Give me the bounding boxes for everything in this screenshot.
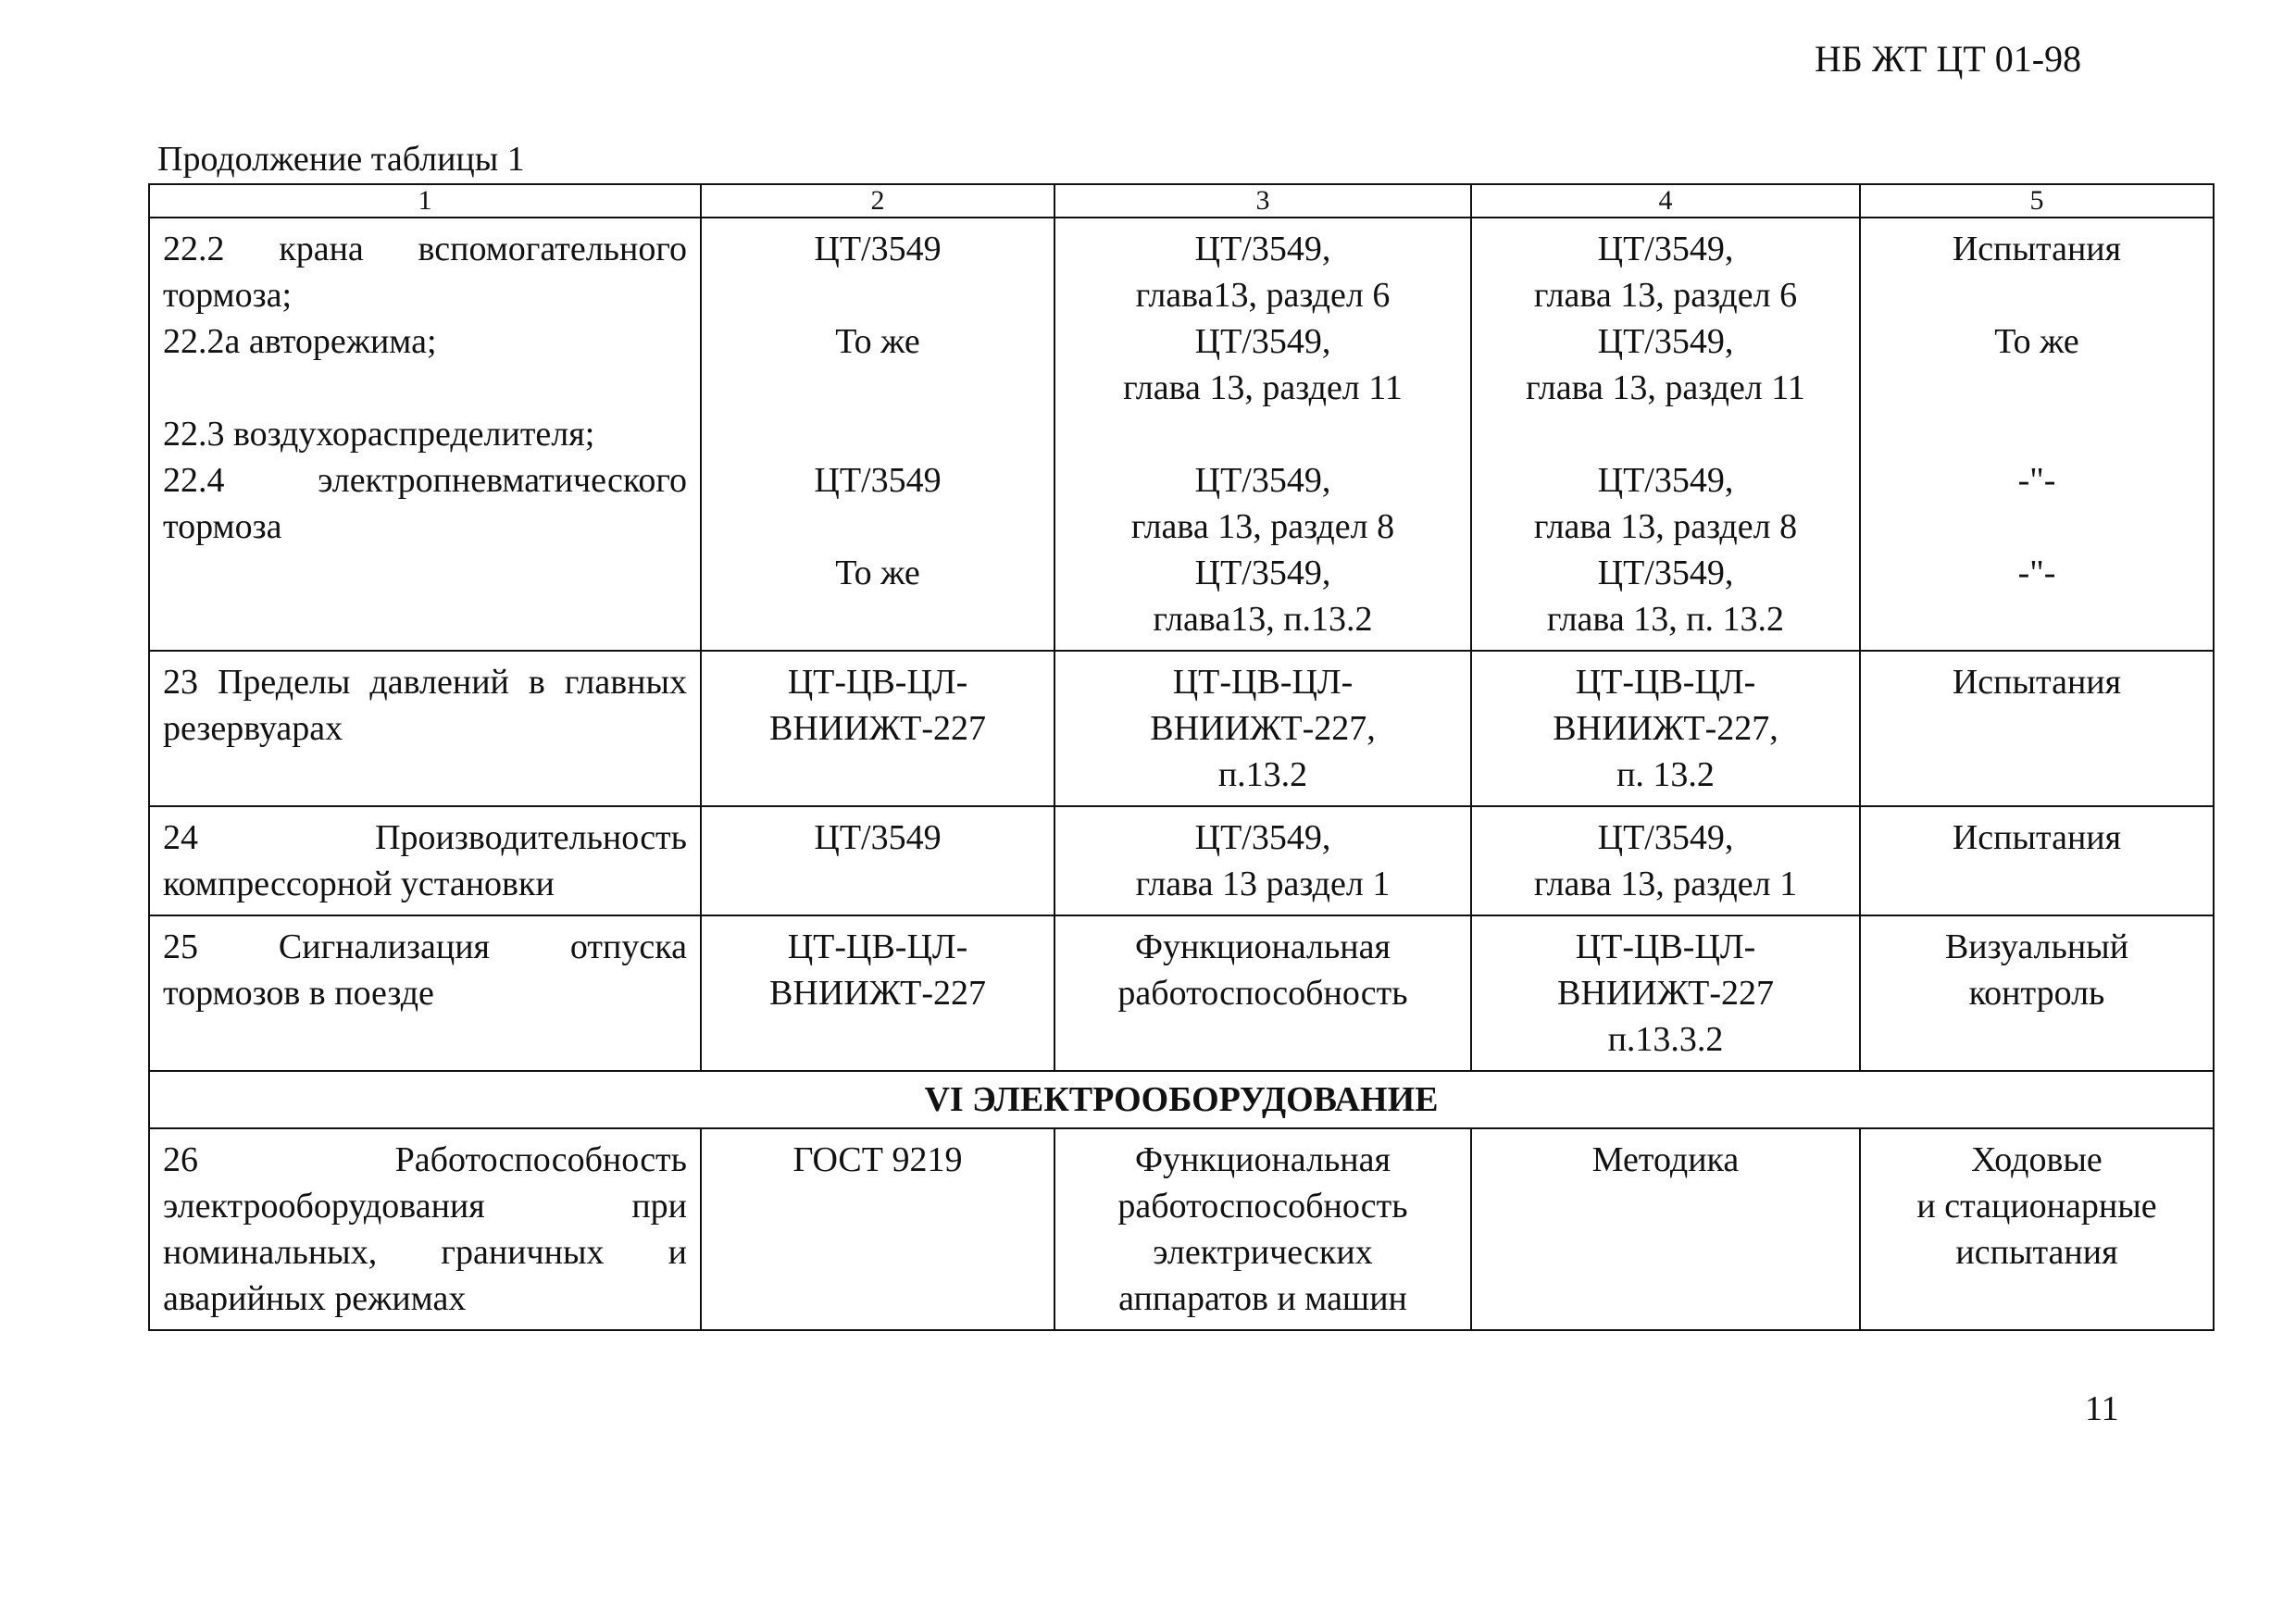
requirement-cell bbox=[1054, 915, 1471, 1071]
table-row bbox=[149, 915, 2214, 1071]
cell-line: ЦТ/3549 bbox=[814, 230, 942, 268]
cell-line: глава13, п.13.2 bbox=[1153, 600, 1373, 639]
cell-line: Визуальный bbox=[1944, 927, 2129, 966]
table-row bbox=[149, 1128, 2214, 1330]
spacer bbox=[715, 365, 1041, 411]
parameter-cell: 25 Сигнализация отпуска тормозов в поезде bbox=[149, 915, 701, 1071]
column-number: 3 bbox=[1054, 184, 1471, 218]
cell-line: ЦТ/3549, bbox=[1597, 818, 1734, 857]
spacer bbox=[1485, 411, 1846, 457]
normative-doc-cell: ГОСТ 9219 bbox=[701, 1128, 1054, 1330]
normative-doc-cell bbox=[701, 218, 1054, 651]
cell-line: ЦТ-ЦВ-ЦЛ- bbox=[1575, 927, 1756, 966]
table-row bbox=[149, 651, 2214, 806]
requirement-cell bbox=[1054, 806, 1471, 915]
table-row bbox=[149, 218, 2214, 651]
cell-line: ВНИИЖТ-227 bbox=[769, 709, 986, 748]
table-row bbox=[149, 806, 2214, 915]
cell-line: аппаратов и машин bbox=[1118, 1279, 1407, 1318]
cell-line: ЦТ/3549, bbox=[1194, 461, 1331, 500]
cell-line: работоспособность bbox=[1117, 974, 1408, 1013]
cell-line: глава 13, раздел 8 bbox=[1130, 507, 1395, 546]
cell-line: -"- bbox=[2017, 554, 2056, 592]
column-number: 2 bbox=[701, 184, 1054, 218]
spacer bbox=[1068, 411, 1457, 457]
page-number: 11 bbox=[2085, 1389, 2119, 1428]
cell-line: ВНИИЖТ-227, bbox=[1553, 709, 1778, 748]
spacer bbox=[715, 504, 1041, 550]
cell-line: глава 13 раздел 1 bbox=[1135, 865, 1391, 903]
method-cell bbox=[1471, 915, 1860, 1071]
method-cell bbox=[1471, 651, 1860, 806]
cell-line: п. 13.2 bbox=[1616, 755, 1715, 794]
column-number: 5 bbox=[1860, 184, 2214, 218]
spacer bbox=[163, 365, 687, 411]
cell-line: Ходовые bbox=[1971, 1140, 2103, 1179]
cell-line: работоспособность bbox=[1117, 1187, 1408, 1226]
spacer bbox=[1874, 365, 2200, 411]
cell-line: ЦТ/3549, bbox=[1194, 322, 1331, 361]
requirement-cell bbox=[1054, 218, 1471, 651]
method-cell bbox=[1471, 218, 1860, 651]
cell-line: То же bbox=[835, 322, 920, 361]
cell-line: ВНИИЖТ-227 bbox=[769, 974, 986, 1013]
requirements-table bbox=[148, 183, 2215, 1331]
cell-line: ВНИИЖТ-227, bbox=[1150, 709, 1376, 748]
cell-line: ЦТ-ЦВ-ЦЛ- bbox=[1575, 663, 1756, 702]
cell-line: ЦТ-ЦВ-ЦЛ- bbox=[787, 663, 968, 702]
cell-line: глава13, раздел 6 bbox=[1135, 276, 1391, 315]
control-type-cell: Испытания bbox=[1860, 651, 2214, 806]
spacer bbox=[1874, 504, 2200, 550]
cell-line: Функциональная bbox=[1134, 1140, 1391, 1179]
document-code: НБ ЖТ ЦТ 01-98 bbox=[1815, 38, 2082, 80]
cell-line: Испытания bbox=[1952, 230, 2122, 268]
cell-line: Функциональная bbox=[1134, 927, 1391, 966]
control-type-cell: Испытания bbox=[1860, 806, 2214, 915]
cell-line: ВНИИЖТ-227 bbox=[1557, 974, 1774, 1013]
control-type-cell bbox=[1860, 915, 2214, 1071]
cell-line: глава 13, раздел 11 bbox=[1123, 368, 1403, 407]
method-cell: Методика bbox=[1471, 1128, 1860, 1330]
cell-line: ЦТ/3549, bbox=[1194, 818, 1331, 857]
item-text: 22.4 электропневматического тормоза bbox=[163, 461, 687, 546]
item-text: 22.2а авторежима; bbox=[163, 322, 437, 361]
cell-line: ЦТ/3549, bbox=[1194, 230, 1331, 268]
section-row bbox=[149, 1071, 2214, 1128]
cell-line: п.13.2 bbox=[1217, 755, 1308, 794]
spacer bbox=[715, 411, 1041, 457]
cell-line: ЦТ/3549, bbox=[1597, 554, 1734, 592]
section-title: VI ЭЛЕКТРООБОРУДОВАНИЕ bbox=[149, 1071, 2214, 1128]
parameter-cell: 26 Работоспособность электрооборудования при номинальных, граничных и аварийных режимах bbox=[149, 1128, 701, 1330]
cell-line: глава 13, раздел 6 bbox=[1533, 276, 1798, 315]
requirement-cell bbox=[1054, 651, 1471, 806]
column-number-row bbox=[149, 184, 2214, 218]
spacer bbox=[1874, 272, 2200, 318]
control-type-cell bbox=[1860, 218, 2214, 651]
table-caption: Продолжение таблицы 1 bbox=[157, 140, 525, 179]
column-number: 4 bbox=[1471, 184, 1860, 218]
normative-doc-cell bbox=[701, 915, 1054, 1071]
spacer bbox=[715, 272, 1041, 318]
parameter-cell bbox=[149, 218, 701, 651]
control-type-cell bbox=[1860, 1128, 2214, 1330]
cell-line: ЦТ/3549, bbox=[1597, 230, 1734, 268]
cell-line: глава 13, п. 13.2 bbox=[1546, 600, 1785, 639]
cell-line: глава 13, раздел 8 bbox=[1533, 507, 1798, 546]
method-cell bbox=[1471, 806, 1860, 915]
cell-line: ЦТ-ЦВ-ЦЛ- bbox=[1172, 663, 1354, 702]
cell-line: электрических bbox=[1153, 1233, 1373, 1272]
cell-line: То же bbox=[835, 554, 920, 592]
spacer bbox=[1874, 411, 2200, 457]
normative-doc-cell bbox=[701, 651, 1054, 806]
column-number: 1 bbox=[149, 184, 701, 218]
cell-line: ЦТ-ЦВ-ЦЛ- bbox=[787, 927, 968, 966]
cell-line: ЦТ/3549, bbox=[1597, 322, 1734, 361]
cell-line: глава 13, раздел 1 bbox=[1533, 865, 1798, 903]
cell-line: То же bbox=[1994, 322, 2079, 361]
cell-line: ЦТ/3549, bbox=[1597, 461, 1734, 500]
cell-line: и стационарные bbox=[1916, 1187, 2157, 1226]
cell-line: -"- bbox=[2017, 461, 2056, 500]
parameter-cell: 24 Производительность компрессорной установки bbox=[149, 806, 701, 915]
item-text: 22.3 воздухораспределителя; bbox=[163, 415, 595, 454]
parameter-cell: 23 Пределы давлений в главных резервуарах bbox=[149, 651, 701, 806]
requirement-cell bbox=[1054, 1128, 1471, 1330]
cell-line: ЦТ/3549 bbox=[814, 461, 942, 500]
normative-doc-cell: ЦТ/3549 bbox=[701, 806, 1054, 915]
cell-line: испытания bbox=[1955, 1233, 2118, 1272]
cell-line: глава 13, раздел 11 bbox=[1526, 368, 1805, 407]
cell-line: контроль bbox=[1968, 974, 2105, 1013]
cell-line: п.13.3.2 bbox=[1607, 1020, 1724, 1059]
item-text: 22.2 крана вспомогательного тормоза; bbox=[163, 230, 687, 315]
cell-line: ЦТ/3549, bbox=[1194, 554, 1331, 592]
